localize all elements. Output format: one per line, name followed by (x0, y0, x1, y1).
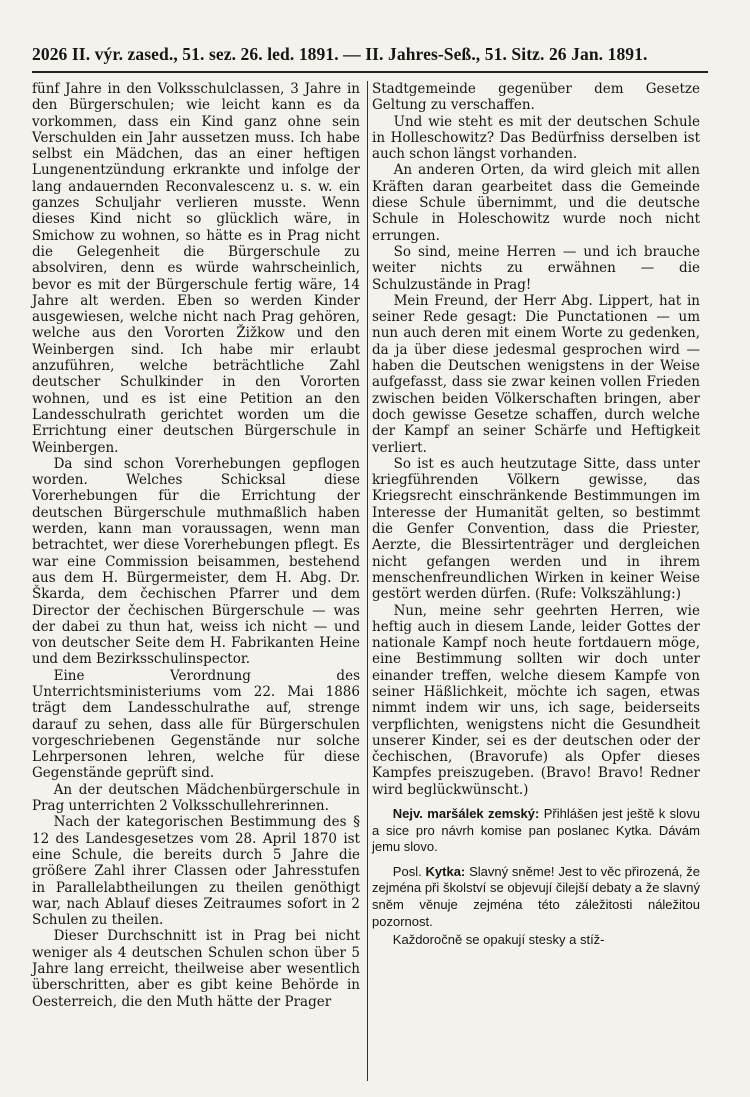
paragraph: Eine Verordnung des Unterrichtsministeriums vom 22. Mai 1886 trägt dem Landesschulrathe auf, strenge darauf zu sehen, dass alle für Bürgerschulen vorgeschriebenen Gegenstände nur solche Lehrpersonen lehren, welche für diese Gegenstände geprüft sind. (32, 667, 360, 782)
paragraph: So ist es auch heutzutage Sitte, dass unter kriegführenden Völkern gewisse, das Kriegsrecht einschränkende Bestimmungen im Interesse der Humanität gelten, so bestimmt die Genfer Convention, dass die Priester, Aerzte, die Blessirtenträger und dergleichen nicht gefangen werden und in ihrem menschenfreundlichen Wirken in keiner Weise gestört werden dürfen. (Rufe: Volkszählung:) (372, 455, 700, 603)
paragraph: An der deutschen Mädchenbürgerschule in Prag unterrichten 2 Volksschullehrerinnen. (32, 781, 360, 815)
speaker-name: Kytka: (425, 863, 466, 879)
paragraph: Stadtgemeinde gegenüber dem Gesetze Geltung zu verschaffen. (372, 81, 700, 114)
paragraph: Da sind schon Vorerhebungen gepflogen worden. Welches Schicksal diese Vorerhebungen für die Errichtung der deutschen Bürgerschule muthmaßlich haben werden, kann man voraussagen, wenn man betrachtet, wer diese Vorerhebungen pflegt. Es war eine Commission beisammen, bestehend aus dem H. Bürgermeister, dem H. Abg. Dr. Škarda, dem čechischen Pfarrer und dem Director der čechischen Bürgerschule — was der dabei zu thun hat, weiss ich nicht — und von deutscher Seite dem H. Fabrikanten Heine und dem Bezirksschulinspector. (32, 455, 360, 668)
statement-text: Přihlášen jest ještě k slovu a sice pro návrh komise pan poslanec Kytka. Dávám jemu slovo. (372, 806, 700, 855)
two-column-body (32, 81, 708, 1010)
running-head: 2026 II. výr. zased., 51. sez. 26. led. 1891. — II. Jahres-Seß., 51. Sitz. 26 Jan. 1891. (32, 44, 708, 73)
paragraph: So sind, meine Herren — und ich brauche weiter nichts zu erwähnen — die Schulzustände in Prag! (372, 243, 700, 293)
statement-continuation: Každoročně se opakují stesky a stíž- (392, 932, 605, 948)
right-column (372, 81, 700, 1010)
paragraph: Nun, meine sehr geehrten Herren, wie heftig auch in diesem Lande, leider Gottes der nationale Kampf noch heute fortdauern möge, eine Bestimmung sollten wir doch unter einander treffen, welche diesem Kampfe von seiner Häßlichkeit, möchte ich sagen, etwas nimmt indem wir uns, ich sage, beiderseits verpflichten, wenigstens nicht die Gesundheit unserer Kinder, sei es der deutschen oder der čechischen, (Bravorufe) als Opfer dieses Kampfes preiszugeben. (Bravo! Bravo! Redner wird beglückwünscht.) (372, 602, 700, 798)
speaker-name: Nejv. maršálek zemský: (392, 806, 540, 822)
statement-text: Slavný sněme! Jest to věc přirozená, že zejména při školství se objevují čilejší debaty a že slavný sněm věnuje zejména této záležitosti náležitou pozornost. (372, 863, 700, 929)
left-column (32, 81, 360, 1010)
paragraph: fünf Jahre in den Volksschulclassen, 3 Jahre in den Bürgerschulen; wie leicht kann es da vorkommen, dass ein Kind ganz ohne sein Verschulden ein Jahr aussetzen muss. Ich habe selbst ein Mädchen, das an einer heftigen Lungenentzündung erkrankte und infolge der lang andauernden Reconvalescenz u. s. w. ein ganzes Schuljahr verlieren musste. Wenn dieses Kind nicht so glücklich wäre, in Smichow zu wohnen, so hätte es in Prag nicht die Gelegenheit die Bürgerschule zu absolviren, denn es würde wahrscheinlich, bevor es mit der Bürgerschule fertig wäre, 14 Jahre alt werden. Eben so werden Kinder ausgewiesen, welche nicht nach Prag gehören, welche aus den Vororten Žižkow und den Weinbergen sind. Ich habe mir erlaubt anzuführen, welche beträchtliche Zahl deutscher Schulkinder in den Vororten wohnen, und es ist eine Petition an den Landesschulrath gerichtet worden um die Errichtung einer deutschen Bürgerschule in Weinbergen. (32, 81, 360, 456)
kytka-statement (372, 864, 700, 930)
paragraph: Dieser Durchschnitt ist in Prag bei nicht weniger als 4 deutschen Schulen schon über 5 Jahre lang erreicht, theilweise aber wesentlich überschritten, aber es gibt keine Behörde in Oesterreich, die den Muth hätte der Prager (32, 928, 360, 1010)
paragraph: Mein Freund, der Herr Abg. Lippert, hat in seiner Rede gesagt: Die Punctationen — um nun auch deren mit einem Worte zu gedenken, da ja über diese jedesmal gesprochen wird — haben die Deutschen wenigstens in der Weise aufgefasst, dass sie zwar keinen vollen Frieden zwischen beiden Völkerschaften bringen, aber doch gewisse Gesetze schaffen, durch welche der Kampf an seiner Schärfe und Heftigkeit verliert. (372, 292, 700, 456)
speaker-title: Posl. (392, 863, 422, 879)
paragraph: An anderen Orten, da wird gleich mit allen Kräften daran gearbeitet dass die Gemeinde diese Schule übernimmt, und die deutsche Schule in Holeschowitz wurde noch nicht errungen. (372, 162, 700, 244)
column-rule (367, 81, 368, 1081)
paragraph: Und wie steht es mit der deutschen Schule in Holleschowitz? Das Bedürfniss derselben ist auch schon längst vorhanden. (372, 113, 700, 163)
paragraph: Nach der kategorischen Bestimmung des § 12 des Landesgesetzes vom 28. April 1870 ist eine Schule, die bereits durch 5 Jahre die größere Zahl ihrer Classen oder Jahresstufen in Parallelabtheilungen zu theilen genöthigt war, nach Ablauf dieses Zeitraumes sofort in 2 Schulen zu theilen. (32, 814, 360, 929)
marshal-statement (372, 806, 700, 856)
